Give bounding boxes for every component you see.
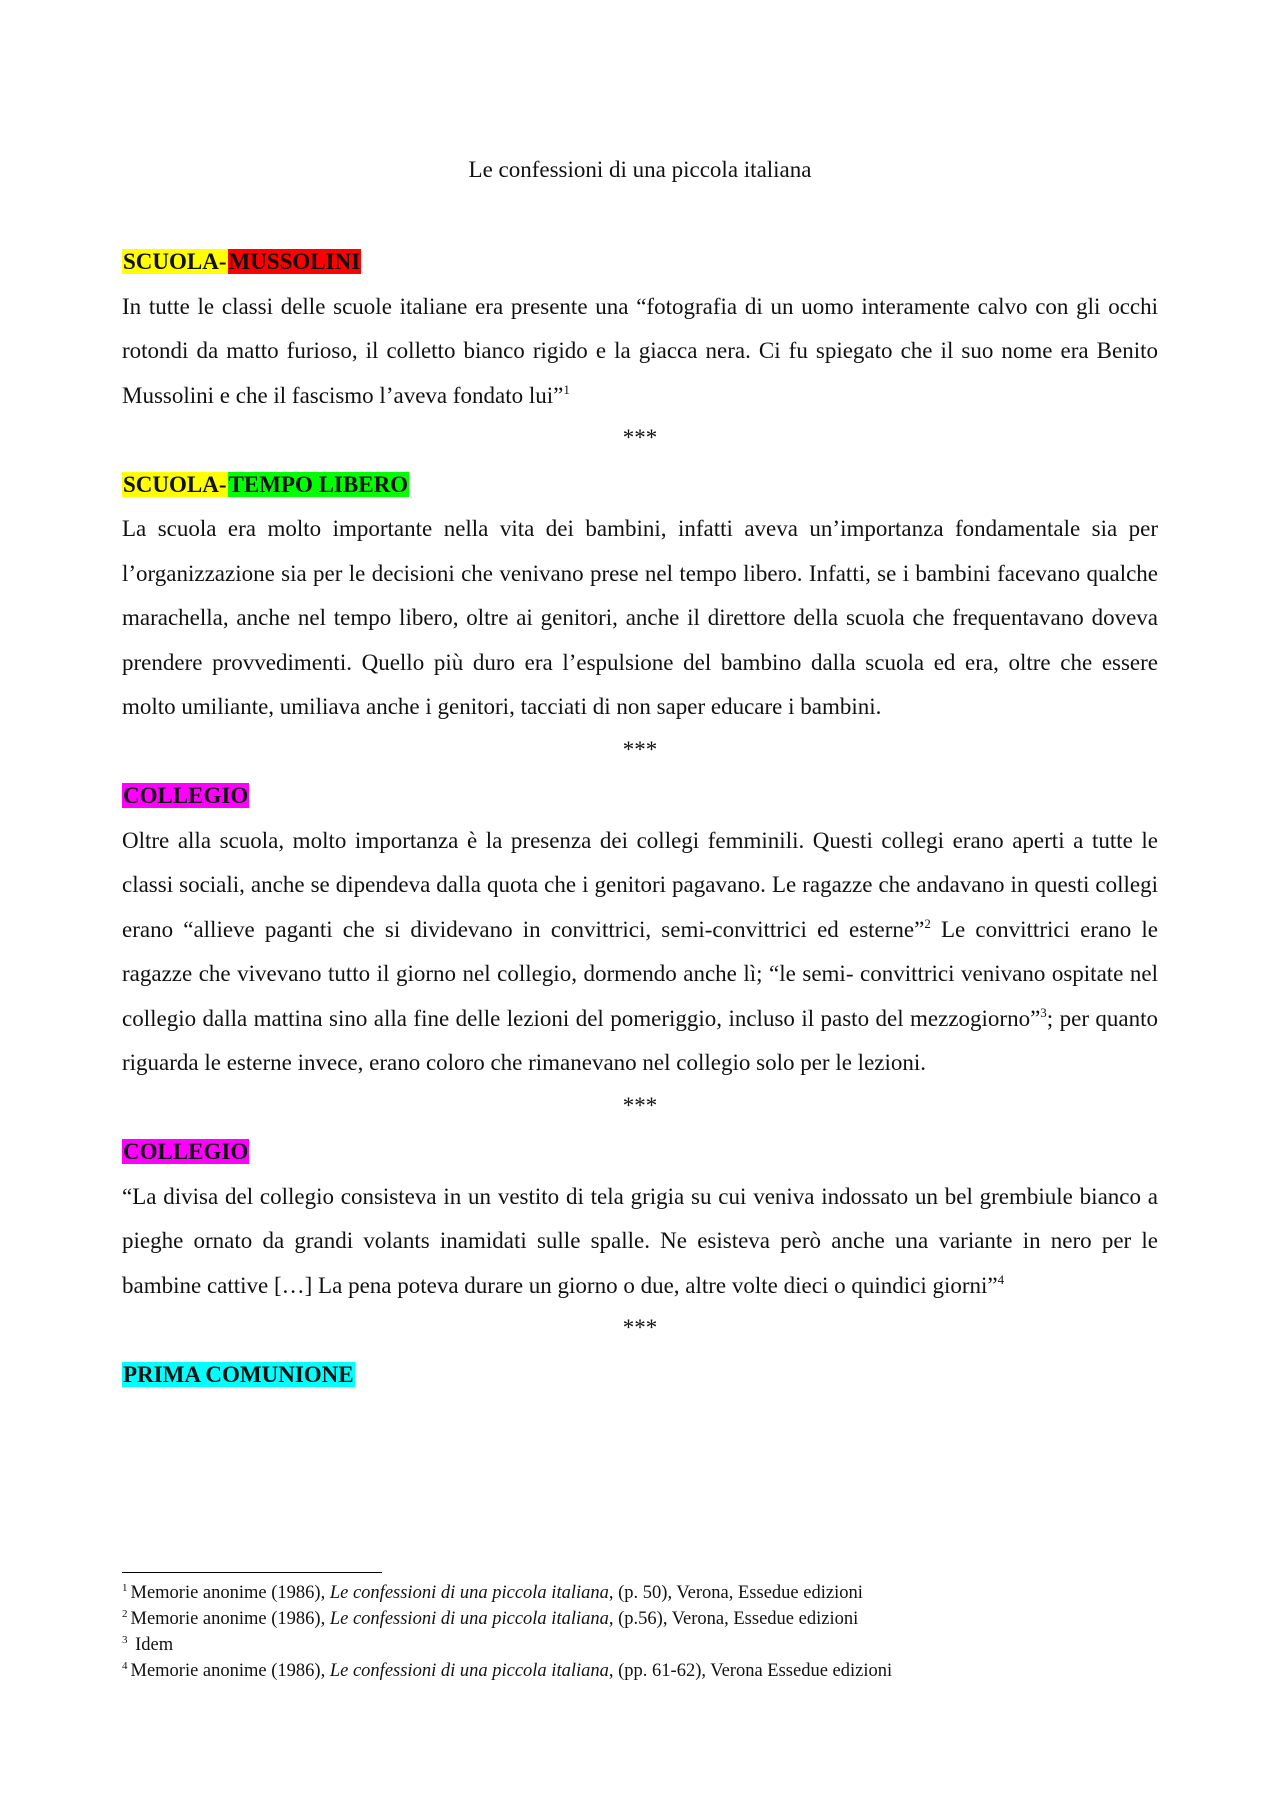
paragraph-text: In tutte le classi delle scuole italiane era presente una “fotografia di un uomo interamente calvo con gli occhi rotondi da matto furioso, il colletto bianco rigido e la giacca nera. Ci fu spiegato che il suo nome era Benito Mussolini e che il fascismo l’aveva fondato lui” [122, 293, 1158, 408]
section-paragraph: La scuola era molto importante nella vita dei bambini, infatti aveva un’importanza fondamentale sia per l’organizzazione sia per le decisioni che venivano prese nel tempo libero. Infatti, se i bambini facevano qualche marachella, anche nel tempo libero, oltre ai genitori, anche il direttore della scuola che frequentavano doveva prendere provvedimenti. Quello più duro era l’espulsione del bambino dalla scuola ed era, oltre che essere molto umiliante, umiliava anche i genitori, tacciati di non saper educare i bambini. [122, 516, 1158, 719]
footnote-text: Memorie anonime (1986), [130, 1609, 330, 1629]
footnote-text: , (pp. 61-62), Verona Essedue edizioni [608, 1661, 893, 1681]
document-body [122, 240, 1158, 1397]
footnote-ref[interactable]: 3 [1040, 1004, 1047, 1020]
footnote-text: , (p.56), Verona, Essedue edizioni [608, 1609, 859, 1629]
footnote-item [122, 1580, 1158, 1606]
section-paragraph [122, 285, 1158, 419]
section-separator: *** [622, 1092, 658, 1118]
footnote-number: 4 [122, 1660, 128, 1672]
footnote-ref[interactable]: 2 [924, 915, 931, 931]
paragraph-text: ; per quanto riguarda le esterne invece, erano coloro che rimanevano nel collegio solo per le lezioni. [122, 1005, 1158, 1075]
section-paragraph [122, 1175, 1158, 1309]
heading-label: COLLEGIO [123, 783, 249, 808]
section-heading-prima-comunione [122, 1353, 1158, 1398]
heading-part-scuola: SCUOLA- [123, 249, 227, 274]
section-heading-scuola-mussolini [122, 240, 1158, 285]
footnote-text: Memorie anonime (1986), [130, 1583, 330, 1603]
footnote-book-title: Le confessioni di una piccola italiana [329, 1661, 609, 1681]
footnote-text: , (p. 50), Verona, Essedue edizioni [608, 1583, 863, 1603]
paragraph-text: Le convittrici erano le ragazze che vivevano tutto il giorno nel collegio, dormendo anche lì; “le semi- convittrici venivano ospitate nel collegio dalla mattina sino alla fine delle lezioni del pomeriggio, incluso il pasto del mezzogiorno” [122, 916, 1158, 1031]
document-title: Le confessioni di una piccola italiana [468, 157, 812, 182]
footnote-item [122, 1632, 1158, 1658]
footnote-number: 1 [122, 1582, 128, 1594]
heading-label: COLLEGIO [123, 1139, 249, 1164]
footnote-divider [122, 1572, 382, 1573]
footnote-book-title: Le confessioni di una piccola italiana [329, 1609, 609, 1629]
section-separator: *** [622, 736, 658, 762]
paragraph-text: Oltre alla scuola, molto importanza è la presenza dei collegi femminili. Questi collegi erano aperti a tutte le classi sociali, anche se dipendeva dalla quota che i genitori pagavano. Le ragazze che andavano in questi collegi erano “allieve paganti che si dividevano in convittrici, semi-convittrici ed esterne” [122, 827, 1158, 942]
footnote-number: 2 [122, 1608, 128, 1620]
footnote-ref[interactable]: 4 [997, 1271, 1005, 1287]
heading-part-scuola: SCUOLA- [123, 471, 227, 497]
section-heading-scuola-tempo-libero [122, 463, 1158, 508]
footnote-item [122, 1606, 1158, 1632]
footnote-text: Memorie anonime (1986), [130, 1661, 330, 1681]
section-separator: *** [622, 1315, 658, 1340]
section-paragraph [122, 819, 1158, 1086]
footnote-number: 3 [122, 1634, 128, 1646]
heading-label: PRIMA COMUNIONE [123, 1361, 354, 1387]
heading-part-tempo-libero: TEMPO LIBERO [228, 471, 409, 497]
heading-part-mussolini: MUSSOLINI [228, 249, 361, 274]
footnote-text: Idem [130, 1635, 174, 1655]
footnote-book-title: Le confessioni di una piccola italiana [329, 1583, 609, 1603]
footnote-item [122, 1658, 1158, 1684]
section-heading-collegio [122, 774, 1158, 819]
footnote-ref[interactable]: 1 [563, 381, 570, 397]
paragraph-text: “La divisa del collegio consisteva in un vestito di tela grigia su cui veniva indossato un bel grembiule bianco a pieghe ornato da grandi volants inamidati sulle spalle. Ne esisteva però anche una variante in nero per le bambine cattive […] La pena poteva durare un giorno o due, altre volte dieci o quindici giorni” [122, 1183, 1158, 1298]
section-separator: *** [622, 425, 658, 450]
footnotes [122, 1580, 1158, 1684]
section-heading-collegio [122, 1130, 1158, 1175]
